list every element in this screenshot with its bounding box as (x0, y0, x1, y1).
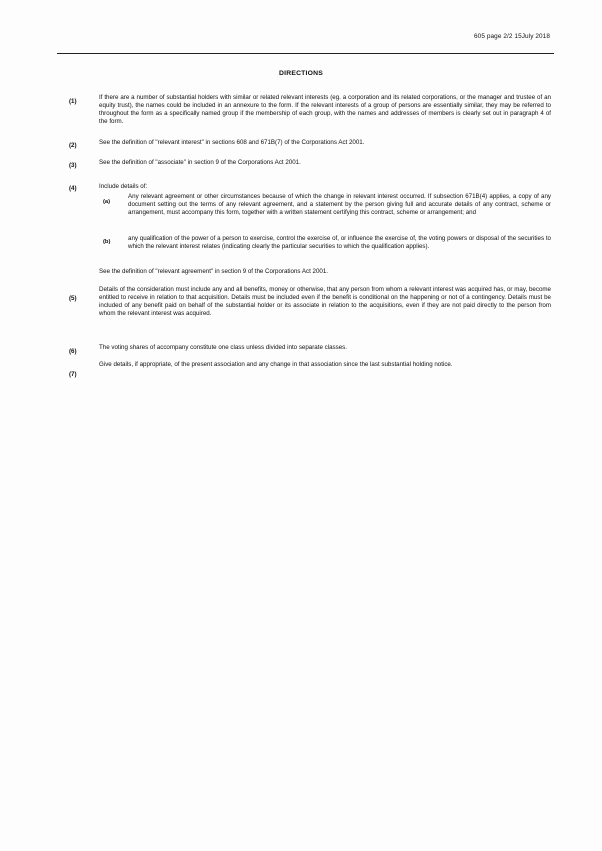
direction-text: See the definition of "relevant interest" in sections 608 and 671B(7) of the Corporations Act 2001. (99, 139, 365, 146)
direction-footer: See the definition of "relevant agreement" in section 9 of the Corporations Act 2001. (99, 268, 329, 275)
direction-number: (1) (69, 98, 77, 105)
page-reference: 605 page 2/2 15July 2018 (474, 33, 550, 40)
direction-text: See the definition of "associate" in section 9 of the Corporations Act 2001. (99, 159, 301, 166)
sub-item-text: any qualification of the power of a person to exercise, control the exercise of, or influence the exercise of, the voting powers or disposal of the securities to which the relevant interest relates (indicating clearly the particular securities to which the qualification applies). (128, 235, 551, 251)
direction-number: (3) (69, 162, 77, 169)
direction-number: (2) (69, 142, 77, 149)
direction-text: Give details, if appropriate, of the present association and any change in that association since the last substantial holding notice. (99, 361, 453, 368)
direction-text: Details of the consideration must include any and all benefits, money or otherwise, that any person from whom a relevant interest was acquired has, or may, become entitled to receive in relation to that acquisition. Details must be included even if the benefit is conditional on the happening or not of a contingency. Details must be included of any benefit paid on behalf of the substantial holder or its associate in relation to the acquisitions, even if they are not paid directly to the person from whom the relevant interest was acquired. (99, 286, 551, 318)
direction-number: (5) (69, 295, 77, 302)
direction-number: (7) (69, 371, 77, 378)
top-rule (57, 53, 554, 54)
direction-text: If there are a number of substantial holders with similar or related relevant interests (eg. a corporation and its related corporations, or the manager and trustee of an equity trust), the names could be included in an annexure to the form. If the relevant interests of a group of persons are essentially similar, they may be referred to throughout the form as a specifically named group if the membership of each group, with the names and addresses of members is clearly set out in paragraph 4 of the form. (99, 94, 551, 126)
page-title: DIRECTIONS (279, 70, 323, 77)
direction-number: (4) (69, 185, 77, 192)
sub-item-number: (a) (103, 199, 111, 205)
direction-text: The voting shares of accompany constitute one class unless divided into separate classes. (99, 344, 347, 351)
sub-item-text: Any relevant agreement or other circumstances because of which the change in relevant interest occurred. If subsection 671B(4) applies, a copy of any document setting out the terms of any relevant agreement, and a statement by the person giving full and accurate details of any contract, scheme or arrangement, must accompany this form, together with a written statement certifying this contract, scheme or arrangement; and (128, 193, 551, 217)
direction-text: Include details of: (99, 183, 148, 190)
sub-item-number: (b) (103, 239, 111, 245)
direction-number: (6) (69, 348, 77, 355)
